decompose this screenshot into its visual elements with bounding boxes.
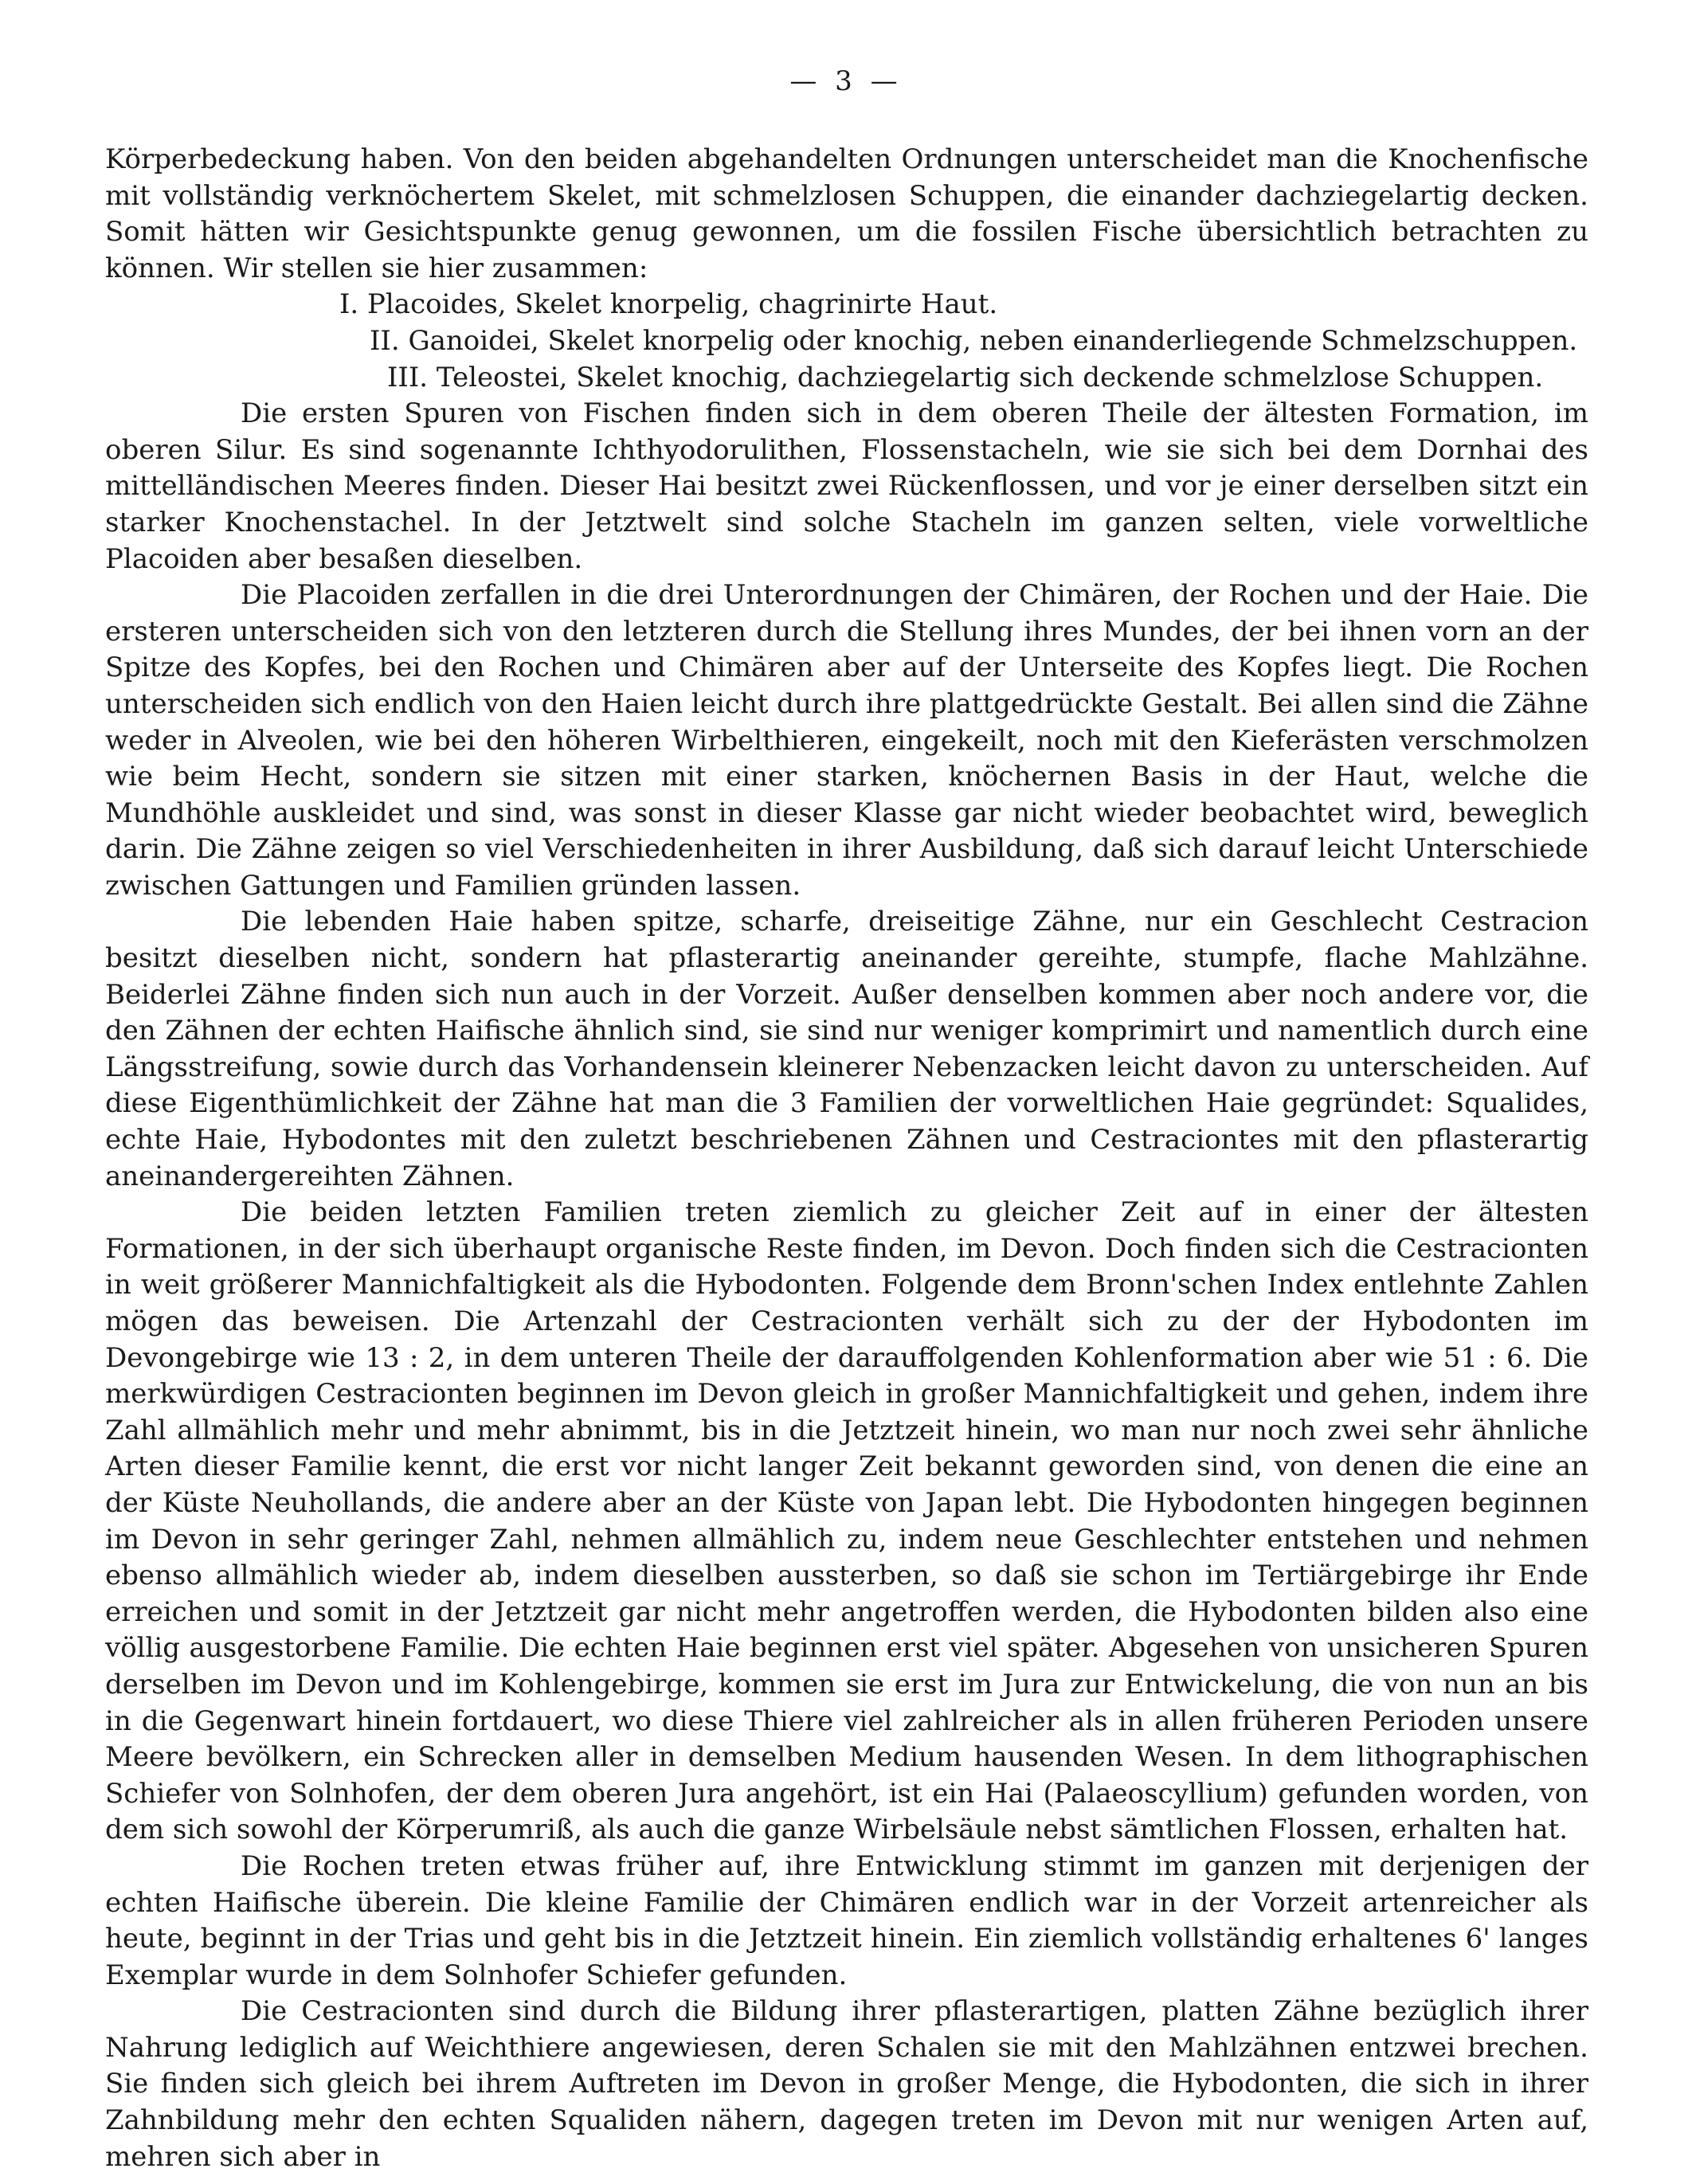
paragraph-rays: Die Rochen treten etwas früher auf, ihre Entwicklung stimmt im ganzen mit derjenigen der echten Haifische überein. Die kleine Familie der Chimären endlich war in der Vorzeit artenreicher als heute, beginnt in der Trias und geht bis in die Jetztzeit hinein. Ein ziemlich vollständig erhaltenes 6' langes Exemplar wurde in dem Solnhofer Schiefer gefunden. [105, 1849, 1588, 1991]
paragraph-first-traces: Die ersten Spuren von Fischen finden sich in dem oberen Theile der ältesten Formation, im oberen Silur. Es sind sogenannte Ichthyodorulithen, Flossenstacheln, wie sie sich bei dem Dornhai des mittelländischen Meeres finden. Dieser Hai besitzt zwei Rückenflossen, und vor je einer derselben sitzt ein starker Knochenstachel. In der Jetztwelt sind solche Stacheln im ganzen selten, viele vorweltliche Placoiden aber besaßen dieselben. [105, 397, 1588, 575]
list-item-ganoidei: II. Ganoidei, Skelet knorpelig oder knochig, neben einanderliegende Schmelzschuppen. [370, 324, 1578, 357]
paragraph-intro: Körperbedeckung haben. Von den beiden abgehandelten Ordnungen unterscheidet man die Knochenfische mit vollständig verknöchertem Skelet, mit schmelzlosen Schuppen, die einander dachziegelartig decken. Somit hätten wir Gesichtspunkte genug gewonnen, um die fossilen Fische übersichtlich betrachten zu können. Wir stellen sie hier zusammen: [105, 143, 1588, 284]
list-item-placoides: I. Placoides, Skelet knorpelig, chagrinirte Haut. [339, 288, 998, 321]
list-item-teleostei: III. Teleostei, Skelet knochig, dachziegelartig sich deckende schmelzlose Schuppen. [387, 361, 1544, 393]
paragraph-cestracionten: Die Cestracionten sind durch die Bildung ihrer pflasterartigen, platten Zähne bezüglich ihrer Nahrung lediglich auf Weichthiere angewiesen, deren Schalen sie mit den Mahlzähnen entzwei brechen. Sie finden sich gleich bei ihrem Auftreten im Devon in großer Menge, die Hybodonten, die sich in ihrer Zahnbildung mehr den echten Squaliden nähern, dagegen treten im Devon mit nur wenigen Arten auf, mehren sich aber in [105, 1995, 1588, 2173]
page-number: — 3 — [789, 65, 903, 97]
body-text [105, 142, 1588, 2175]
paragraph-placoiden: Die Placoiden zerfallen in die drei Unterordnungen der Chimären, der Rochen und der Haie. Die ersteren unterscheiden sich von den letzteren durch die Stellung ihres Mundes, der bei ihnen vorn an der Spitze des Kopfes, bei den Rochen und Chimären aber auf der Unterseite des Kopfes liegt. Die Rochen unterscheiden sich endlich von den Haien leicht durch ihre plattgedrückte Gestalt. Bei allen sind die Zähne weder in Alveolen, wie bei den höheren Wirbelthieren, eingekeilt, noch mit den Kieferästen verschmolzen wie beim Hecht, sondern sie sitzen mit einer starken, knöchernen Basis in der Haut, welche die Mundhöhle auskleidet und sind, was sonst in dieser Klasse gar nicht wieder beobachtet wird, beweglich darin. Die Zähne zeigen so viel Verschiedenheiten in ihrer Ausbildung, daß sich darauf leicht Unterschiede zwischen Gattungen und Familien gründen lassen. [105, 579, 1588, 902]
paragraph-living-sharks: Die lebenden Haie haben spitze, scharfe, dreiseitige Zähne, nur ein Geschlecht Cestracion besitzt dieselben nicht, sondern hat pflasterartig aneinander gereihte, stumpfe, flache Mahlzähne. Beiderlei Zähne finden sich nun auch in der Vorzeit. Außer denselben kommen aber noch andere vor, die den Zähnen der echten Haifische ähnlich sind, sie sind nur weniger komprimirt und namentlich durch eine Längsstreifung, sowie durch das Vorhandensein kleinerer Nebenzacken leicht davon zu unterscheiden. Auf diese Eigenthümlichkeit der Zähne hat man die 3 Familien der vorweltlichen Haie gegründet: Squalides, echte Haie, Hybodontes mit den zuletzt beschriebenen Zähnen und Cestraciontes mit den pflasterartig aneinandergereihten Zähnen. [105, 906, 1588, 1192]
paragraph-families: Die beiden letzten Familien treten ziemlich zu gleicher Zeit auf in einer der ältesten Formationen, in der sich überhaupt organische Reste finden, im Devon. Doch finden sich die Cestracionten in weit größerer Mannichfaltigkeit als die Hybodonten. Folgende dem Bronn'schen Index entlehnte Zahlen mögen das beweisen. Die Artenzahl der Cestracionten verhält sich zu der der Hybodonten im Devongebirge wie 13 : 2, in dem unteren Theile der darauffolgenden Kohlenformation aber wie 51 : 6. Die merkwürdigen Cestracionten beginnen im Devon gleich in großer Mannichfaltigkeit und gehen, indem ihre Zahl allmählich mehr und mehr abnimmt, bis in die Jetztzeit hinein, wo man nur noch zwei sehr ähnliche Arten dieser Familie kennt, die erst vor nicht langer Zeit bekannt geworden sind, von denen die eine an der Küste Neuhollands, die andere aber an der Küste von Japan lebt. Die Hybodonten hingegen beginnen im Devon in sehr geringer Zahl, nehmen allmählich zu, indem neue Geschlechter entstehen und nehmen ebenso allmählich wieder ab, indem dieselben aussterben, so daß sie schon im Tertiärgebirge ihr Ende erreichen und somit in der Jetztzeit gar nicht mehr angetroffen werden, die Hybodonten bilden also eine völlig ausgestorbene Familie. Die echten Haie beginnen erst viel später. Abgesehen von unsicheren Spuren derselben im Devon und im Kohlengebirge, kommen sie erst im Jura zur Entwickelung, die von nun an bis in die Gegenwart hinein fortdauert, wo diese Thiere viel zahlreicher als in allen früheren Perioden unsere Meere bevölkern, ein Schrecken aller in demselben Medium hausenden Wesen. In dem lithographischen Schiefer von Solnhofen, der dem oberen Jura angehört, ist ein Hai (Palaeoscyllium) gefunden worden, von dem sich sowohl der Körperumriß, als auch die ganze Wirbelsäule nebst sämtlichen Flossen, erhalten hat. [105, 1196, 1588, 1846]
